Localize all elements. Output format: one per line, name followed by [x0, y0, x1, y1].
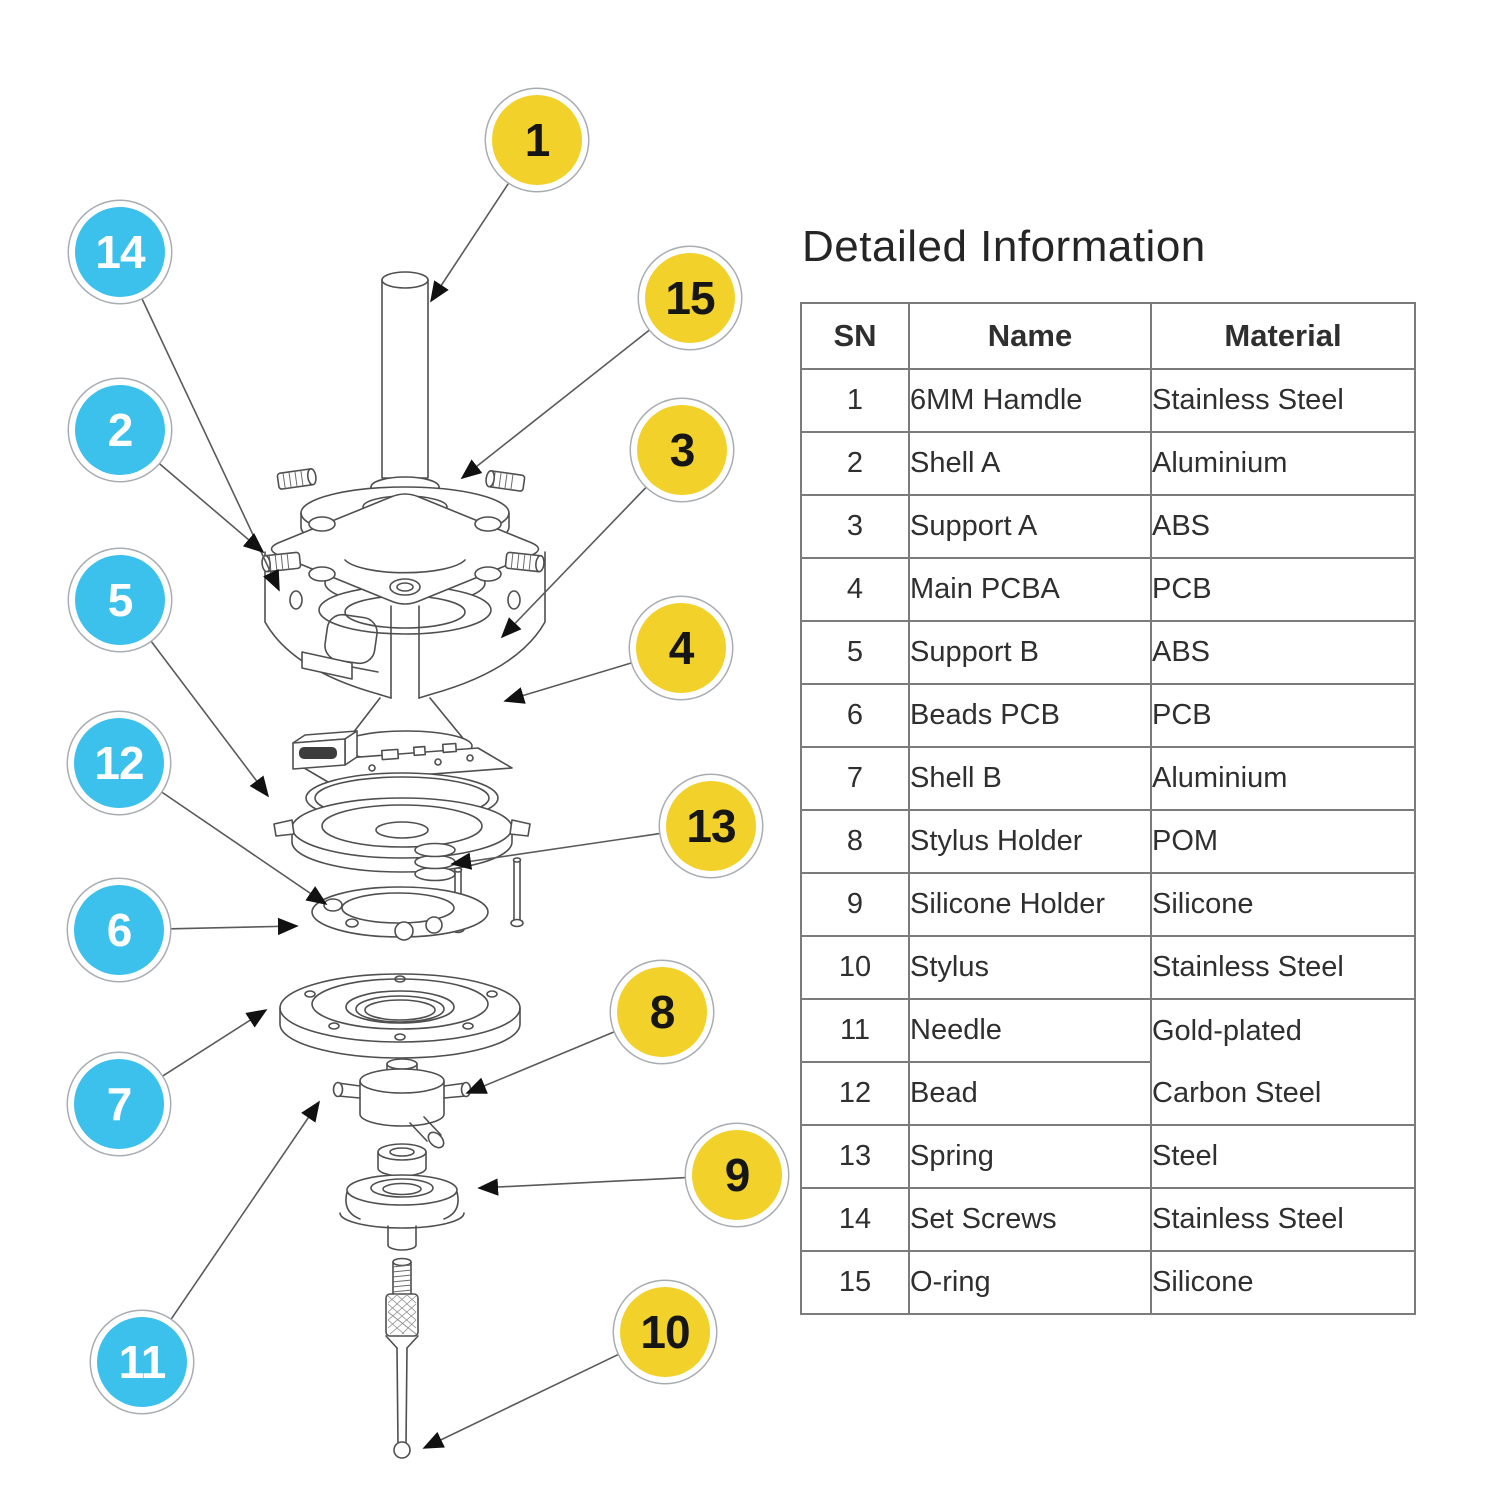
handle-part-drawing [371, 272, 439, 507]
cell-material-6: PCB [1152, 685, 1414, 748]
callout-bubble-1: 1 [492, 95, 582, 185]
leader-line-8 [467, 1030, 620, 1093]
cell-sn-9: 9 [802, 874, 910, 937]
callout-bubble-13: 13 [666, 781, 756, 871]
callout-bubble-6: 6 [74, 885, 164, 975]
table-row-2 [802, 433, 1414, 496]
table-row-10 [802, 937, 1414, 1000]
cell-name-11: Needle [910, 1000, 1152, 1063]
cell-material-4: PCB [1152, 559, 1414, 622]
callout-bubble-7: 7 [74, 1059, 164, 1149]
cell-name-5: Support B [910, 622, 1152, 685]
leader-line-15 [462, 327, 654, 478]
callout-bubble-4: 4 [636, 603, 726, 693]
cell-material-9: Silicone [1152, 874, 1414, 937]
cell-sn-15: 15 [802, 1252, 910, 1313]
bead-drawing [426, 917, 442, 933]
leader-line-7 [158, 1010, 266, 1079]
col-header-sn: SN [802, 304, 910, 370]
silicone-holder-drawing [340, 1175, 464, 1250]
cell-material-3: ABS [1152, 496, 1414, 559]
cell-name-7: Shell B [910, 748, 1152, 811]
cell-sn-8: 8 [802, 811, 910, 874]
cell-material-8: POM [1152, 811, 1414, 874]
col-header-material: Material [1152, 304, 1414, 370]
cell-sn-4: 4 [802, 559, 910, 622]
callout-bubble-11: 11 [97, 1317, 187, 1407]
cell-material-2: Aluminium [1152, 433, 1414, 496]
support-b-drawing [274, 773, 530, 872]
cell-name-14: Set Screws [910, 1189, 1152, 1252]
cell-name-12: Bead [910, 1063, 1152, 1126]
cell-sn-3: 3 [802, 496, 910, 559]
cap-drawing [378, 1144, 426, 1176]
leader-line-11 [168, 1102, 319, 1324]
parts-table [800, 302, 1416, 1315]
leader-line-5 [148, 637, 268, 796]
table-row-12 [802, 1063, 1414, 1126]
cell-material-10: Stainless Steel [1152, 937, 1414, 1000]
leader-line-10 [424, 1352, 624, 1448]
leader-line-9 [479, 1177, 691, 1188]
table-row-13 [802, 1126, 1414, 1189]
cell-name-9: Silicone Holder [910, 874, 1152, 937]
table-row-3 [802, 496, 1414, 559]
callout-bubble-10: 10 [620, 1287, 710, 1377]
detailed-information-section [800, 222, 1416, 1315]
table-row-5 [802, 622, 1414, 685]
cell-material-5: ABS [1152, 622, 1414, 685]
leader-line-12 [157, 789, 326, 904]
cell-sn-7: 7 [802, 748, 910, 811]
cell-sn-11: 11 [802, 1000, 910, 1063]
cell-sn-13: 13 [802, 1126, 910, 1189]
callout-bubble-14: 14 [75, 207, 165, 297]
table-row-6 [802, 685, 1414, 748]
cell-material-12: Carbon Steel [1152, 1063, 1414, 1126]
stylus-drawing [386, 1259, 418, 1459]
cell-sn-1: 1 [802, 370, 910, 433]
leader-line-1 [431, 178, 512, 301]
cell-sn-5: 5 [802, 622, 910, 685]
table-row-9 [802, 874, 1414, 937]
table-row-4 [802, 559, 1414, 622]
callout-bubble-15: 15 [645, 253, 735, 343]
col-header-name: Name [910, 304, 1152, 370]
leader-line-4 [505, 661, 637, 701]
leader-line-2 [155, 460, 263, 552]
callout-bubble-12: 12 [74, 718, 164, 808]
cell-material-11: Gold-plated [1152, 1015, 1302, 1047]
cell-material-14: Stainless Steel [1152, 1189, 1414, 1252]
cell-name-15: O-ring [910, 1252, 1152, 1313]
cell-name-8: Stylus Holder [910, 811, 1152, 874]
table-row-11 [802, 1000, 1414, 1063]
table-header-row [802, 304, 1414, 370]
callout-bubble-8: 8 [617, 967, 707, 1057]
cell-name-4: Main PCBA [910, 559, 1152, 622]
cell-material-1: Stainless Steel [1152, 370, 1414, 433]
table-row-14 [802, 1189, 1414, 1252]
cell-sn-6: 6 [802, 685, 910, 748]
cell-name-13: Spring [910, 1126, 1152, 1189]
cell-name-6: Beads PCB [910, 685, 1152, 748]
table-row-7 [802, 748, 1414, 811]
shell-b-drawing [280, 974, 520, 1058]
callout-bubble-5: 5 [75, 555, 165, 645]
table-row-1 [802, 370, 1414, 433]
callout-bubble-9: 9 [692, 1130, 782, 1220]
cell-sn-10: 10 [802, 937, 910, 1000]
cell-name-3: Support A [910, 496, 1152, 559]
cell-name-1: 6MM Hamdle [910, 370, 1152, 433]
callout-bubble-2: 2 [75, 385, 165, 475]
stylus-holder-drawing [334, 1059, 471, 1151]
section-title: Detailed Information [802, 222, 1206, 271]
leader-line-6 [165, 926, 297, 929]
callout-bubble-3: 3 [637, 405, 727, 495]
cell-name-10: Stylus [910, 937, 1152, 1000]
cell-sn-12: 12 [802, 1063, 910, 1126]
cell-material-15: Silicone [1152, 1266, 1254, 1298]
cell-sn-2: 2 [802, 433, 910, 496]
bead-drawing [395, 922, 413, 940]
spring-drawing [415, 844, 455, 881]
cell-name-2: Shell A [910, 433, 1152, 496]
cell-material-13: Steel [1152, 1126, 1414, 1189]
table-row-15 [802, 1252, 1414, 1313]
cell-material-7: Aluminium [1152, 748, 1414, 811]
table-row-8 [802, 811, 1414, 874]
cell-sn-14: 14 [802, 1189, 910, 1252]
